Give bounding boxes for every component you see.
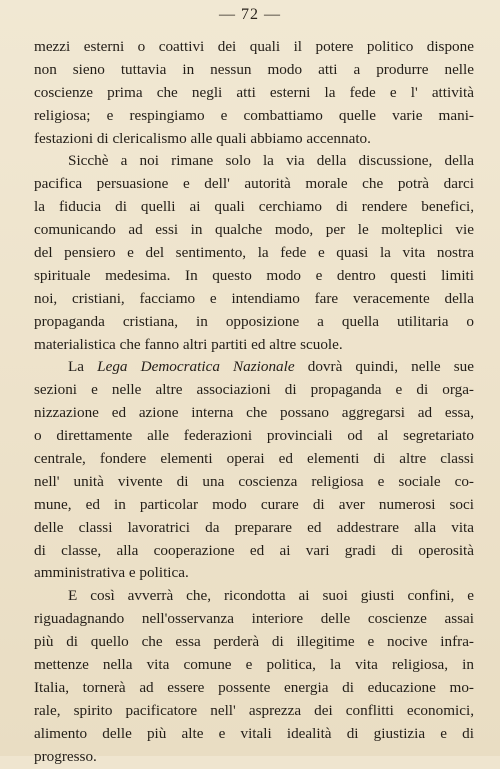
text-line: o direttamente alle federazioni provinciali od al segretariato <box>34 427 474 445</box>
text-line: festazioni di clericalismo alle quali abbiamo accennato. <box>34 129 371 147</box>
text-line: nell' unità vivente di una coscienza religiosa e sociale co- <box>34 472 474 490</box>
text-line: alimento delle più alte e vitali idealità di giustizia e di <box>34 724 474 742</box>
text-line: pacifica persuasione e dell' autorità morale che potrà darci <box>34 175 474 193</box>
body-text <box>34 36 474 769</box>
text-line: riguadagnando nell'osservanza interiore delle coscienze assai <box>34 610 474 628</box>
text-line: centrale, fondere elementi operai ed elementi di altre classi <box>34 450 474 468</box>
organization-name: Lega Democratica Nazionale <box>97 358 295 376</box>
text-line: nizzazione ed azione interna che possano aggregarsi ad essa, <box>34 404 474 422</box>
text-line: spirituale medesima. In questo modo e dentro questi limiti <box>34 266 474 284</box>
text-line: noi, cristiani, facciamo e intendiamo fare veracemente della <box>34 289 474 307</box>
text-line: mune, ed in particolar modo curare di aver numerosi soci <box>34 495 474 513</box>
text-line: non sieno tuttavia in nessun modo atti a produrre nelle <box>34 60 474 78</box>
text-line: propaganda cristiana, in opposizione a quella utilitaria o <box>34 312 474 330</box>
text-line: Sicchè a noi rimane solo la via della discussione, della <box>68 152 474 170</box>
text-line: di classe, alla cooperazione ed ai vari gradi di operosità <box>34 541 474 559</box>
text-line: del pensiero e del sentimento, la fede e quasi la vita nostra <box>34 244 474 262</box>
text-line: mettenze nella vita comune e politica, la vita religiosa, in <box>34 656 474 674</box>
text-line: sezioni e nelle altre associazioni di propaganda e di orga- <box>34 381 474 399</box>
text-fragment: dovrà quindi, nelle sue <box>294 358 475 376</box>
text-line <box>34 356 474 379</box>
paragraph-1 <box>34 36 474 150</box>
text-line: rale, spirito pacificatore nell' asprezza dei conflitti economici, <box>34 701 474 719</box>
text-line: coscienze prima che negli atti esterni la fede e l' attività <box>34 83 474 101</box>
text-line: comunicando ad essi in qualche modo, per le molteplici vie <box>34 221 474 239</box>
text-line: amministrativa e politica. <box>34 564 189 582</box>
text-line: più di quello che essa perderà di illegitime e nocive infra- <box>34 633 474 651</box>
text-line: la fiducia di quelli ai quali cerchiamo di rendere benefici, <box>34 198 474 216</box>
text-line: Italia, tornerà ad essere possente energia di educazione mo- <box>34 678 474 696</box>
paragraph-4 <box>34 585 474 768</box>
text-line: mezzi esterni o coattivi dei quali il potere politico dispone <box>34 38 474 55</box>
paragraph-2 <box>34 150 474 356</box>
text-line: E così avverrà che, ricondotta ai suoi giusti confini, e <box>68 587 474 605</box>
paragraph-3 <box>34 356 474 585</box>
page-number: — 72 — <box>219 6 281 23</box>
text-line: delle classi lavoratrici da preparare ed addestrare alla vita <box>34 518 474 536</box>
text-line: religiosa; e respingiamo e combattiamo quelle varie mani- <box>34 106 474 124</box>
text-fragment: La <box>68 358 98 376</box>
text-line: materialistica che fanno altri partiti ed altre scuole. <box>34 335 343 353</box>
text-line: progresso. <box>34 747 97 765</box>
